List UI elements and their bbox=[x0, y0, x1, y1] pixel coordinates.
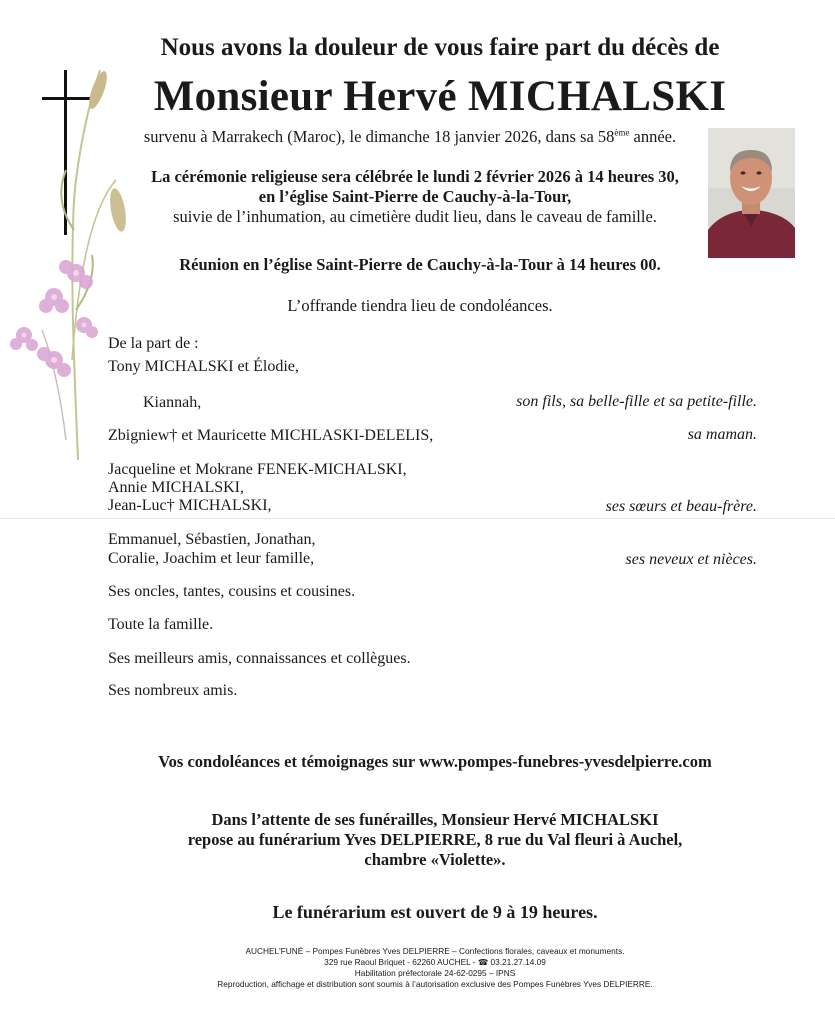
family-g1-line2: Kiannah, bbox=[143, 394, 202, 411]
death-details-text: survenu à Marrakech (Maroc), le dimanche 18 janvier 2026, dans sa 58 bbox=[143, 127, 615, 146]
family-g3-line3: Jean-Luc† MICHALSKI, bbox=[108, 497, 272, 514]
repose-block bbox=[110, 810, 760, 870]
death-details bbox=[110, 127, 710, 147]
ceremony-line-2: en l’église Saint-Pierre de Cauchy-à-la-Tour, bbox=[258, 187, 572, 206]
repose-line-3: chambre «Violette». bbox=[364, 850, 506, 869]
footer-line-1: AUCHEL'FUNÉ – Pompes Funèbres Yves DELPIERRE – Confections florales, caveaux et monuments. bbox=[245, 946, 625, 956]
footer bbox=[150, 946, 720, 990]
family-g3-relation: ses sœurs et beau-frère. bbox=[605, 498, 757, 515]
family-intro: De la part de : bbox=[108, 335, 199, 352]
deceased-name: Monsieur Hervé MICHALSKI bbox=[153, 73, 727, 120]
opening-hours: Le funérarium est ouvert de 9 à 19 heures. bbox=[272, 902, 598, 922]
death-details-suffix: ème bbox=[614, 127, 630, 138]
portrait-photo bbox=[708, 128, 795, 258]
family-g2-line1: Zbigniew† et Mauricette MICHLASKI-DELELIS, bbox=[108, 427, 434, 444]
family-toute-famille: Toute la famille. bbox=[108, 616, 214, 633]
fold-line bbox=[0, 518, 835, 519]
announcement-heading: Nous avons la douleur de vous faire part du décès de bbox=[160, 34, 720, 61]
footer-line-3: Habilitation préfectorale 24-62-0295 – IPNS bbox=[354, 968, 516, 978]
footer-line-4: Reproduction, affichage et distribution sont soumis à l’autorisation exclusive des Pompes Funèbres Yves DELPIERRE. bbox=[217, 979, 653, 989]
reunion-text: Réunion en l’église Saint-Pierre de Cauchy-à-la-Tour à 14 heures 00. bbox=[179, 255, 661, 274]
family-g4-line2: Coralie, Joachim et leur famille, bbox=[108, 550, 315, 567]
death-details-end: année. bbox=[629, 127, 677, 146]
offrande-text: L’offrande tiendra lieu de condoléances. bbox=[287, 296, 553, 315]
family-g2-relation: sa maman. bbox=[687, 426, 757, 443]
family-amis: Ses meilleurs amis, connaissances et collègues. bbox=[108, 650, 411, 667]
family-g4-line1: Emmanuel, Sébastien, Jonathan, bbox=[108, 531, 316, 548]
ceremony-line-3: suivie de l’inhumation, au cimetière dudit lieu, dans le caveau de famille. bbox=[173, 207, 657, 226]
family-g1-line1: Tony MICHALSKI et Élodie, bbox=[108, 358, 299, 375]
family-g3-line2: Annie MICHALSKI, bbox=[108, 479, 244, 496]
cross-and-flowers-illustration bbox=[0, 60, 140, 480]
condolences-website: Vos condoléances et témoignages sur www.pompes-funebres-yvesdelpierre.com bbox=[158, 752, 712, 771]
family-g4-relation: ses neveux et nièces. bbox=[625, 551, 757, 568]
family-nombreux-amis: Ses nombreux amis. bbox=[108, 682, 238, 699]
footer-line-2: 329 rue Raoul Briquet - 62260 AUCHEL - ☎ 03.21.27.14.09 bbox=[324, 957, 546, 967]
ceremony-block bbox=[115, 167, 715, 227]
ceremony-line-1: La cérémonie religieuse sera célébrée le lundi 2 février 2026 à 14 heures 30, bbox=[151, 167, 679, 186]
family-g3-line1: Jacqueline et Mokrane FENEK-MICHALSKI, bbox=[108, 461, 407, 478]
family-oncles: Ses oncles, tantes, cousins et cousines. bbox=[108, 583, 356, 600]
repose-line-1: Dans l’attente de ses funérailles, Monsieur Hervé MICHALSKI bbox=[211, 810, 659, 829]
family-g1-relation: son fils, sa belle-fille et sa petite-fille. bbox=[516, 393, 757, 410]
repose-line-2: repose au funérarium Yves DELPIERRE, 8 rue du Val fleuri à Auchel, bbox=[187, 830, 683, 849]
